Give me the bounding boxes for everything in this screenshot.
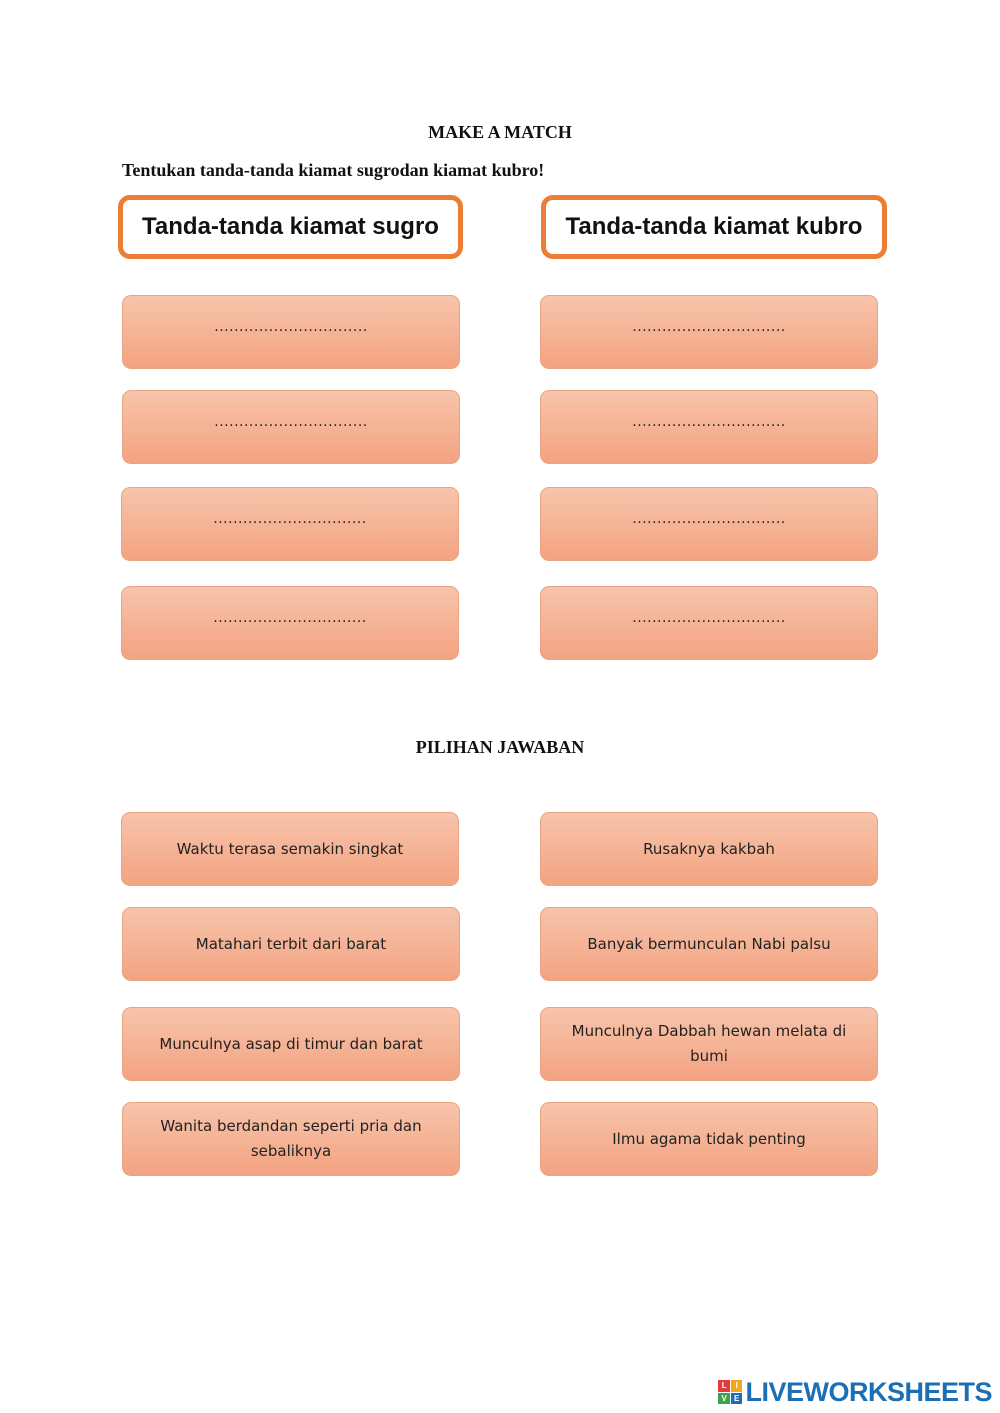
header-kiamat-kubro: Tanda-tanda kiamat kubro (541, 195, 887, 259)
logo-letter-e: E (731, 1393, 743, 1405)
page-title: MAKE A MATCH (428, 122, 572, 142)
liveworksheets-logo[interactable] (718, 1375, 992, 1409)
logo-letter-l: L (718, 1380, 730, 1392)
answer-slot-right-2[interactable]: ............................... (540, 390, 878, 464)
choice-card[interactable]: Matahari terbit dari barat (122, 907, 460, 981)
choice-card[interactable]: Banyak bermunculan Nabi palsu (540, 907, 878, 981)
instruction-text: Tentukan tanda-tanda kiamat sugrodan kiamat kubro! (122, 160, 545, 180)
choice-card[interactable]: Waktu terasa semakin singkat (121, 812, 459, 886)
choice-card[interactable]: Rusaknya kakbah (540, 812, 878, 886)
choice-card[interactable]: Wanita berdandan seperti pria dan sebaliknya (122, 1102, 460, 1176)
header-kiamat-sugro: Tanda-tanda kiamat sugro (118, 195, 463, 259)
answer-slot-right-3[interactable]: ............................... (540, 487, 878, 561)
logo-letter-v: V (718, 1393, 730, 1405)
liveworksheets-squares-icon (718, 1380, 742, 1404)
choices-title: PILIHAN JAWABAN (415, 737, 585, 757)
choice-card[interactable]: Munculnya Dabbah hewan melata di bumi (540, 1007, 878, 1081)
answer-slot-right-4[interactable]: ............................... (540, 586, 878, 660)
logo-letter-i: I (731, 1380, 743, 1392)
answer-slot-left-4[interactable]: ............................... (121, 586, 459, 660)
logo-text: LIVEWORKSHEETS (745, 1376, 992, 1407)
answer-slot-left-1[interactable]: ............................... (122, 295, 460, 369)
answer-slot-right-1[interactable]: ............................... (540, 295, 878, 369)
choice-card[interactable]: Ilmu agama tidak penting (540, 1102, 878, 1176)
choice-card[interactable]: Munculnya asap di timur dan barat (122, 1007, 460, 1081)
answer-slot-left-2[interactable]: ............................... (122, 390, 460, 464)
answer-slot-left-3[interactable]: ............................... (121, 487, 459, 561)
